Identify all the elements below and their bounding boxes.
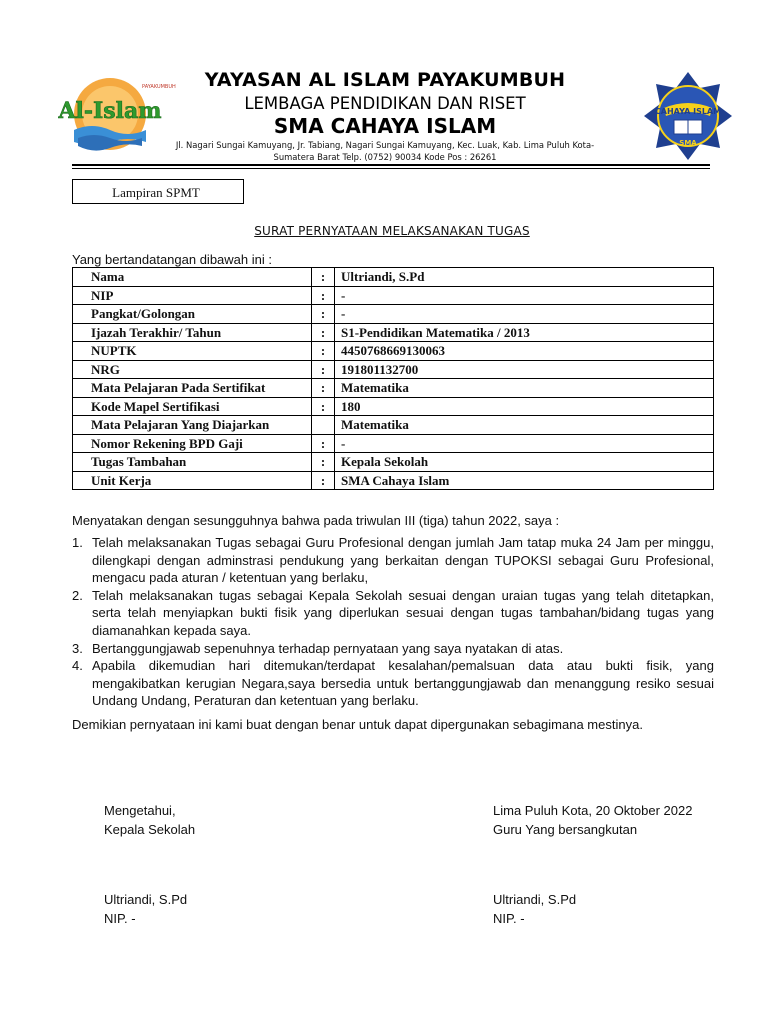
row-separator: : [312, 323, 335, 342]
statement-text: Menyatakan dengan sesungguhnya bahwa pada triwulan III (tiga) tahun 2022, saya : [72, 513, 560, 528]
table-row [73, 416, 714, 435]
sign-left-line2: Kepala Sekolah [104, 822, 196, 837]
row-value: S1-Pendidikan Matematika / 2013 [335, 323, 714, 342]
list-text: Apabila dikemudian hari ditemukan/terdapat kesalahan/pemalsuan data atau bukti fisik, yang mengakibatkan kerugian Negara,saya bersedia untuk bertanggungjawab dan menanggung resiko sesuai Undang Undang, Peraturan dan ketentuan yang berlaku. [92, 658, 714, 709]
list-text: Telah melaksanakan tugas sebagai Kepala Sekolah sesuai dengan uraian tugas yang telah ditetapkan, serta telah menyiapkan bukti fisik yang diperlukan sesuai dengan tugas tambahan/bidang tugas yang diamanahkan kepada saya. [92, 587, 714, 638]
row-separator: : [312, 453, 335, 472]
list-number: 2. [72, 587, 83, 603]
sign-right-name: Ultriandi, S.Pd [493, 892, 577, 907]
document-heading: SURAT PERNYATAAN MELAKSANAKAN TUGAS [254, 224, 530, 238]
table-row [73, 342, 714, 361]
row-label: Nama [73, 268, 312, 287]
row-label: Pangkat/Golongan [73, 305, 312, 324]
statement-points [72, 534, 714, 710]
row-separator: : [312, 286, 335, 305]
row-value: 191801132700 [335, 360, 714, 379]
row-value: - [335, 286, 714, 305]
row-value: - [335, 434, 714, 453]
row-label: Mata Pelajaran Yang Diajarkan [73, 416, 312, 435]
list-item [72, 657, 714, 710]
row-separator: : [312, 342, 335, 361]
sign-left-name: Ultriandi, S.Pd [104, 892, 188, 907]
signature-right-name [493, 890, 576, 928]
row-label: Nomor Rekening BPD Gaji [73, 434, 312, 453]
signature-left [104, 801, 195, 839]
row-label: Kode Mapel Sertifikasi [73, 397, 312, 416]
row-value: Ultriandi, S.Pd [335, 268, 714, 287]
lampiran-box: Lampiran SPMT [72, 179, 244, 204]
table-row [73, 286, 714, 305]
list-text: Telah melaksanakan Tugas sebagai Guru Profesional dengan jumlah Jam tatap muka 24 Jam per minggu, dilengkapi dengan adminstrasi pendukung yang berkaitan dengan TUPOKSI sebagai Guru Profesional, mengacu pada aturan / ketentuan yang berlaku, [92, 535, 714, 586]
table-row [73, 434, 714, 453]
list-item [72, 587, 714, 640]
row-label: Mata Pelajaran Pada Sertifikat [73, 379, 312, 398]
row-label: NIP [73, 286, 312, 305]
signature-right [493, 801, 692, 839]
row-separator: : [312, 471, 335, 490]
table-row [73, 360, 714, 379]
row-label: Unit Kerja [73, 471, 312, 490]
row-label: Tugas Tambahan [73, 453, 312, 472]
signature-left-name [104, 890, 187, 928]
row-separator: : [312, 268, 335, 287]
list-text: Bertanggungjawab sepenuhnya terhadap pernyataan yang saya nyatakan di atas. [92, 640, 564, 656]
row-label: NUPTK [73, 342, 312, 361]
right-logo-text: CAHAYA ISLAM [654, 107, 722, 116]
school-name: SMA CAHAYA ISLAM [273, 114, 497, 138]
table-row [73, 305, 714, 324]
table-row [73, 453, 714, 472]
right-logo-sub: SMA [679, 139, 697, 147]
row-value: Kepala Sekolah [335, 453, 714, 472]
sign-left-nip: NIP. - [104, 911, 136, 926]
row-value: Matematika [335, 416, 714, 435]
row-separator: : [312, 305, 335, 324]
table-row [73, 323, 714, 342]
sign-right-nip: NIP. - [493, 911, 525, 926]
address-line-1: Jl. Nagari Sungai Kamuyang, Jr. Tabiang, Nagari Sungai Kamuyang, Kec. Luak, Kab. Lima Puluh Kota- [175, 140, 595, 150]
row-separator: : [312, 434, 335, 453]
table-row [73, 397, 714, 416]
sign-right-line1: Lima Puluh Kota, 20 Oktober 2022 [493, 803, 693, 818]
header-divider-thin [72, 168, 710, 169]
school-logo [640, 68, 736, 164]
sign-right-line2: Guru Yang bersangkutan [493, 822, 638, 837]
table-row [73, 268, 714, 287]
list-item [72, 640, 714, 658]
intro-text: Yang bertandatangan dibawah ini : [72, 252, 272, 267]
list-number: 3. [72, 640, 83, 656]
row-label: NRG [73, 360, 312, 379]
table-row [73, 379, 714, 398]
list-item [72, 534, 714, 587]
row-value: - [335, 305, 714, 324]
left-logo-text: Al-Islam [58, 98, 162, 124]
row-separator: : [312, 397, 335, 416]
row-value: Matematika [335, 379, 714, 398]
list-number: 4. [72, 658, 83, 674]
row-label: Ijazah Terakhir/ Tahun [73, 323, 312, 342]
list-number: 1. [72, 535, 83, 550]
address-line-2: Sumatera Barat Telp. (0752) 90034 Kode Pos : 26261 [273, 152, 497, 162]
school-address [140, 139, 630, 163]
row-separator: : [312, 360, 335, 379]
header-divider [72, 164, 710, 166]
closing-text: Demikian pernyataan ini kami buat dengan benar untuk dapat dipergunakan sebagimana mestinya. [72, 717, 643, 732]
row-separator [312, 416, 335, 435]
institute-name: LEMBAGA PENDIDIKAN DAN RISET [244, 94, 526, 113]
identity-table [72, 267, 714, 490]
foundation-name: YAYASAN AL ISLAM PAYAKUMBUH [204, 69, 566, 91]
row-separator: : [312, 379, 335, 398]
sign-left-line1: Mengetahui, [104, 803, 176, 818]
table-row [73, 471, 714, 490]
svg-text:PAYAKUMBUH: PAYAKUMBUH [142, 84, 176, 90]
row-value: 4450768669130063 [335, 342, 714, 361]
row-value: SMA Cahaya Islam [335, 471, 714, 490]
row-value: 180 [335, 397, 714, 416]
